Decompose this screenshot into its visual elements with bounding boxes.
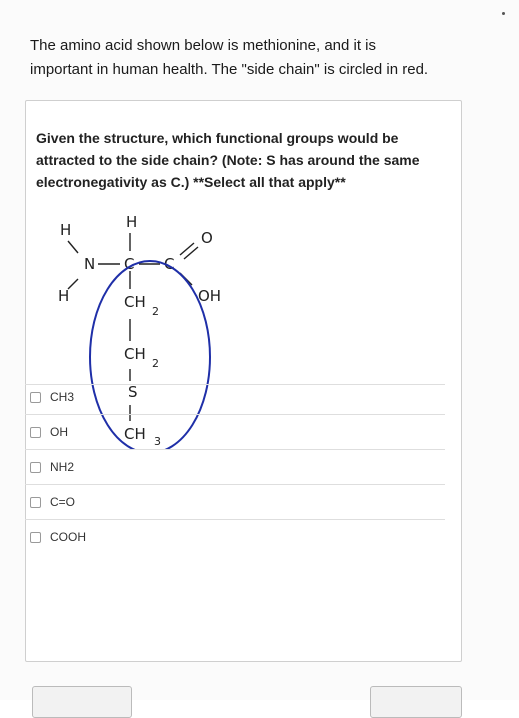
intro-line-2: important in human health. The "side chain" is circled in red. (30, 61, 429, 78)
bond-h-n-top (68, 241, 78, 253)
checkbox-nh2[interactable] (30, 462, 41, 473)
question-line-3: electronegativity as C.) **Select all that apply** (36, 174, 346, 190)
intro-line-1: The amino acid shown below is methionine, and it is (30, 37, 377, 54)
option-ch3[interactable] (25, 380, 445, 414)
checkbox-cooh[interactable] (30, 532, 41, 543)
bond-h-n-bottom (68, 279, 78, 289)
option-oh[interactable] (25, 414, 445, 449)
option-oh-label: OH (50, 425, 68, 439)
atom-n: N (84, 255, 96, 273)
question-line-2: attracted to the side chain? (Note: S has around the same (36, 152, 420, 168)
atom-ch2-b-subscript: 2 (152, 357, 159, 370)
atom-ch2-b: CH (124, 345, 146, 363)
next-button[interactable] (370, 686, 462, 718)
answer-options (25, 380, 445, 554)
atom-ch3-subscript: 3 (154, 435, 161, 448)
checkbox-c-o[interactable] (30, 497, 41, 508)
bond-c-o-2 (184, 247, 198, 259)
option-ch3-label: CH3 (50, 390, 75, 404)
atom-oh: OH (198, 287, 222, 305)
atom-c-carboxyl: C (164, 255, 175, 273)
checkbox-ch3[interactable] (30, 392, 41, 403)
atom-ch3: CH (124, 425, 146, 443)
bond-c-o-1 (180, 243, 194, 255)
atom-o: O (201, 229, 213, 247)
option-nh2[interactable] (25, 449, 445, 484)
atom-h-left-top: H (60, 221, 72, 239)
option-cooh[interactable] (25, 519, 445, 554)
intro-text (30, 34, 490, 82)
question-text (36, 127, 436, 193)
atom-h-top: H (126, 213, 138, 231)
window-dot (502, 12, 505, 15)
option-cooh-label: COOH (50, 530, 86, 544)
atom-ch2-a: CH (124, 293, 146, 311)
atom-ch2-a-subscript: 2 (152, 305, 159, 318)
previous-button[interactable] (32, 686, 132, 718)
question-line-1: Given the structure, which functional groups would be (36, 130, 399, 146)
option-c-o[interactable] (25, 484, 445, 519)
atom-c-alpha: C (124, 255, 135, 273)
atom-s: S (128, 383, 138, 401)
option-c-o-label: C=O (50, 495, 76, 509)
checkbox-oh[interactable] (30, 427, 41, 438)
option-nh2-label: NH2 (50, 460, 75, 474)
atom-h-left-bottom: H (58, 287, 70, 305)
